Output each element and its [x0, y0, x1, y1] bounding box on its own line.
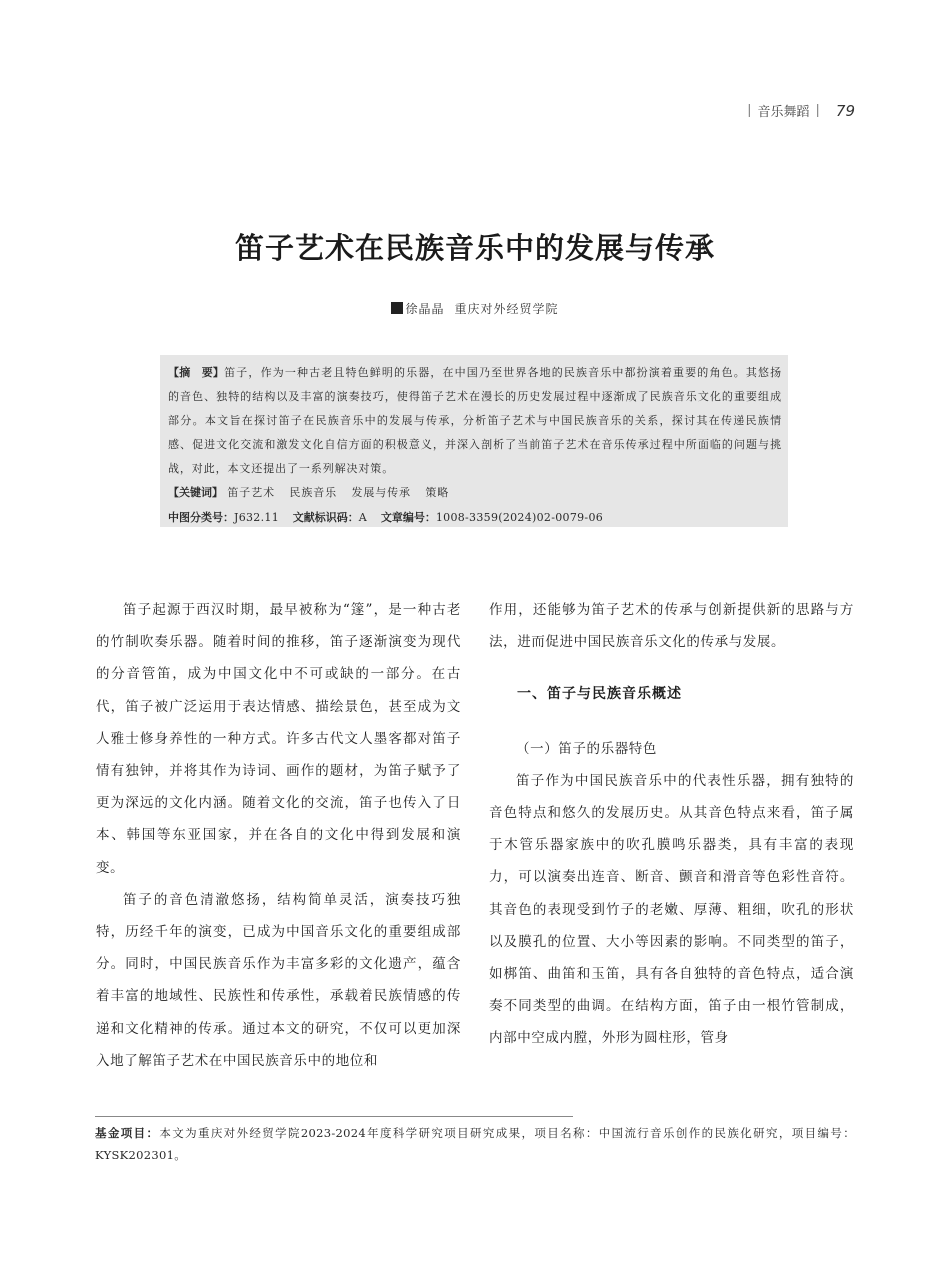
- classification-value: J632.11: [234, 511, 279, 524]
- running-header: [741, 101, 855, 120]
- subsection-heading: （一）笛子的乐器特色: [516, 740, 657, 757]
- body-paragraph: 笛子的音色清澈悠扬，结构简单灵活，演奏技巧独特，历经千年的演变，已成为中国音乐文化的重要组成部分。同时，中国民族音乐作为丰富多彩的文化遗产，蕴含着丰富的地域性、民族性和传承性，承载着民族情感的传递和文化精神的传承。通过本文的研究，不仅可以更加深入地了解笛子艺术在中国民族音乐中的地位和: [96, 891, 461, 1069]
- footnote-divider: [95, 1116, 573, 1117]
- abstract-paragraph: [168, 361, 782, 481]
- author-marker-icon: [391, 302, 403, 314]
- doc-code-value: A: [358, 511, 368, 524]
- keywords-label: 【关键词】: [168, 486, 223, 499]
- abstract-label: 【摘 要】: [168, 366, 225, 379]
- doc-code-label: 文献标识码：: [292, 511, 359, 524]
- keyword: 民族音乐: [289, 486, 338, 499]
- body-paragraph: 笛子作为中国民族音乐中的代表性乐器，拥有独特的音色特点和悠久的发展历史。从其音色特点来看，笛子属于木管乐器家族中的吹孔膜鸣乐器类，具有丰富的表现力，可以演奏出连音、断音、颤音和滑音等色彩性音符。其音色的表现受到竹子的老嫩、厚薄、粗细，吹孔的形状以及膜孔的位置、大小等因素的影响。不同类型的笛子，如梆笛、曲笛和玉笛，具有各自独特的音色特点，适合演奏不同类型的曲调。在结构方面，笛子由一根竹管制成，内部中空成内膛，外形为圆柱形，管身: [489, 772, 854, 1047]
- body-paragraph-continuation: 作用，还能够为笛子艺术的传承与创新提供新的思路与方法，进而促进中国民族音乐文化的传承与发展。: [489, 602, 854, 651]
- classification-line: [168, 505, 782, 531]
- keywords-line: [168, 481, 782, 505]
- author-line: [0, 300, 950, 317]
- abstract-box: [160, 355, 788, 527]
- journal-section: 音乐舞蹈: [757, 105, 810, 120]
- footnote-text: 本文为重庆对外经贸学院2023-2024年度科学研究项目研究成果，项目名称：中国流行音乐创作的民族化研究，项目编号：KYSK202301。: [95, 1126, 856, 1162]
- keyword: 笛子艺术: [227, 486, 276, 499]
- classification-label: 中图分类号：: [168, 511, 234, 524]
- keyword: 策略: [425, 486, 450, 499]
- right-column: [489, 594, 854, 1055]
- author-affiliation: 重庆对外经贸学院: [454, 302, 559, 316]
- author-name: 徐晶晶: [405, 302, 445, 316]
- article-no-value: 1008-3359(2024)02-0079-06: [435, 511, 604, 524]
- footnote: [95, 1122, 855, 1166]
- keyword: 发展与传承: [351, 486, 411, 499]
- footnote-label: 基金项目：: [95, 1126, 160, 1140]
- header-separator: |: [747, 103, 752, 118]
- article-title: 笛子艺术在民族音乐中的发展与传承: [234, 231, 715, 265]
- left-column: [96, 594, 461, 1077]
- abstract-text: 笛子，作为一种古老且特色鲜明的乐器，在中国乃至世界各地的民族音乐中都扮演着重要的角色。其悠扬的音色、独特的结构以及丰富的演奏技巧，使得笛子艺术在漫长的历史发展过程中逐渐成了民族音乐文化的重要组成部分。本文旨在探讨笛子在民族音乐中的发展与传承，分析笛子艺术与中国民族音乐的关系，探讨其在传递民族情感、促进文化交流和激发文化自信方面的积极意义，并深入剖析了当前笛子艺术在音乐传承过程中所面临的问题与挑战，对此，本文还提出了一系列解决对策。: [168, 366, 783, 475]
- header-separator: |: [815, 103, 820, 118]
- body-paragraph: 笛子起源于西汉时期，最早被称为“篴”，是一种古老的竹制吹奏乐器。随着时间的推移，笛子逐渐演变为现代的分音管笛，成为中国文化中不可或缺的一部分。在古代，笛子被广泛运用于表达情感、描绘景色，甚至成为文人雅士修身养性的一种方式。许多古代文人墨客都对笛子情有独钟，并将其作为诗词、画作的题材，为笛子赋予了更为深远的文化内涵。随着文化的交流，笛子也传入了日本、韩国等东亚国家，并在各自的文化中得到发展和演变。: [96, 602, 461, 876]
- section-heading: 一、笛子与民族音乐概述: [517, 686, 682, 703]
- page-number: 79: [835, 101, 855, 120]
- article-no-label: 文章编号：: [380, 511, 436, 524]
